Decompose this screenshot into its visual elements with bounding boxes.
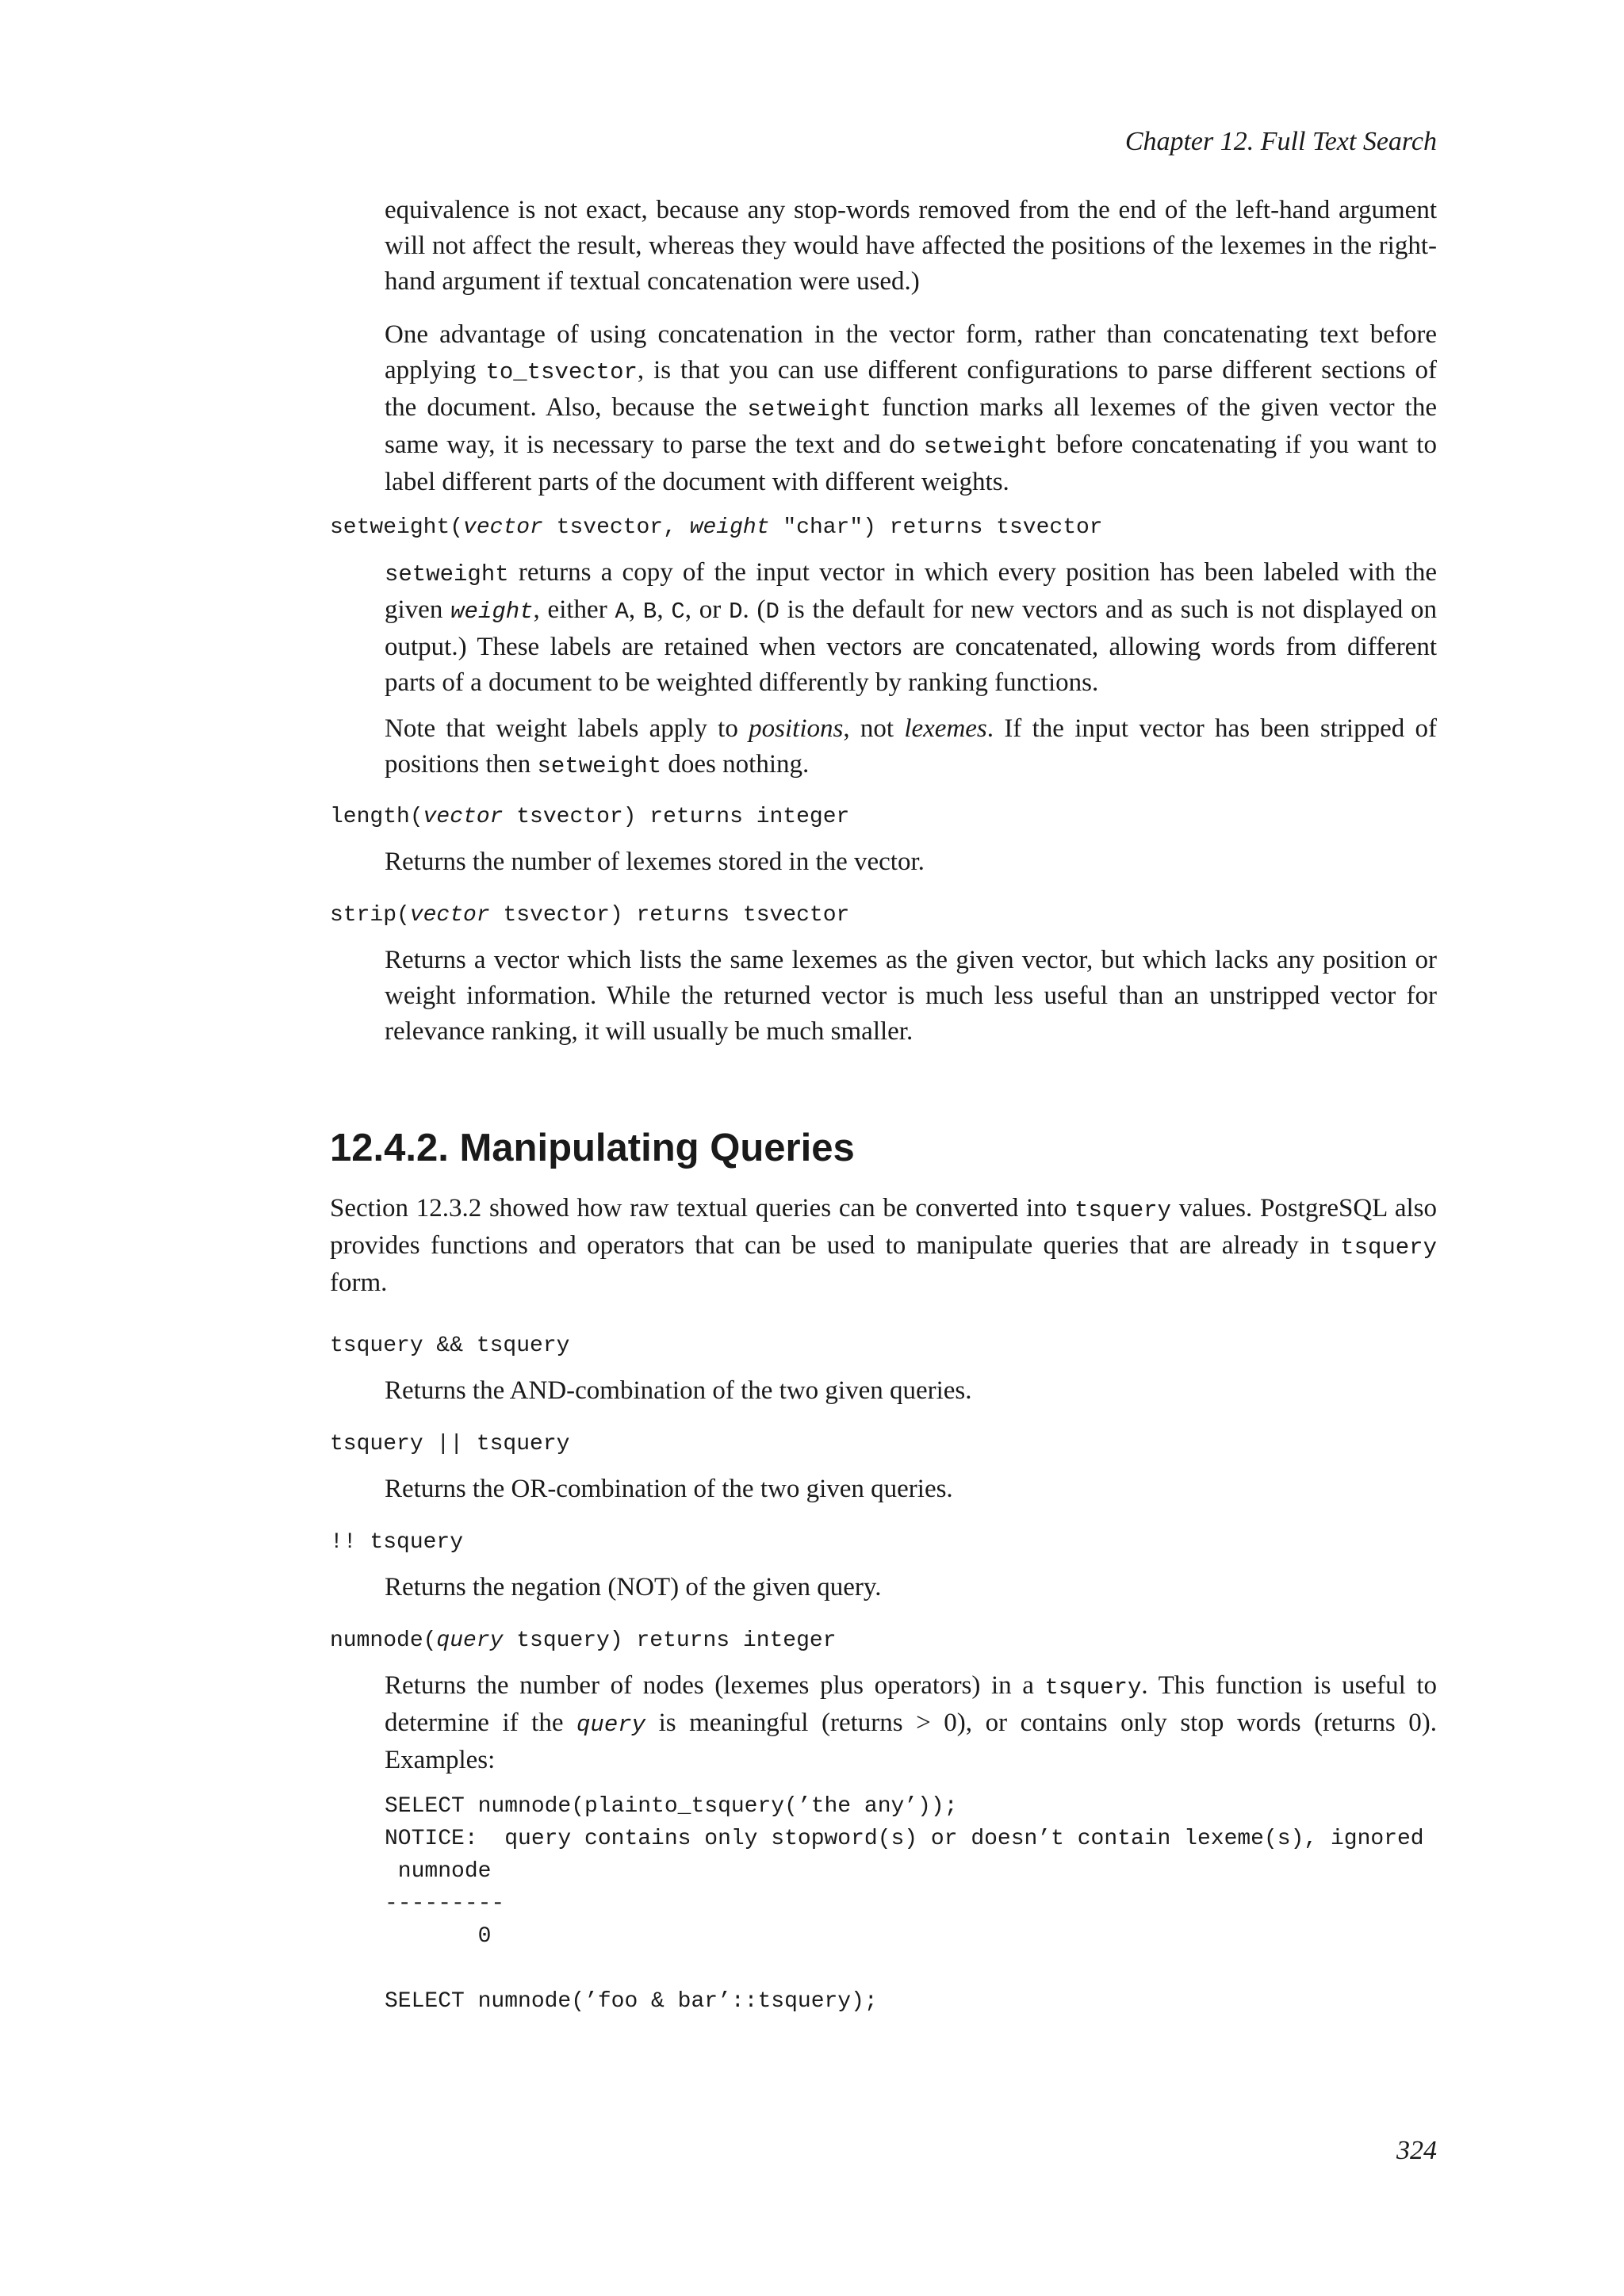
emphasis: lexemes — [904, 714, 987, 743]
signature-text: tsvector, — [542, 515, 690, 540]
text-run: , not — [843, 714, 905, 743]
code-setweight: setweight — [923, 434, 1048, 460]
code-setweight: setweight — [385, 561, 509, 587]
weight-label-c: C — [671, 599, 685, 625]
function-name: strip( — [330, 903, 410, 928]
setweight-description — [385, 555, 1437, 701]
or-operator-description: Returns the OR-combination of the two given queries. — [385, 1475, 953, 1503]
page-number: 324 — [1396, 2136, 1437, 2165]
code-to-tsvector: to_tsvector — [485, 359, 638, 385]
and-operator-signature: tsquery && tsquery — [330, 1334, 570, 1358]
text-run: , or — [684, 595, 730, 624]
text-run: Section 12.3.2 showed how raw textual queries can be converted into — [330, 1194, 1075, 1223]
text-run: One advantage of using concatenation in the vector form, rather than concatenating text before applying — [385, 320, 1437, 385]
code-tsquery: tsquery — [1074, 1197, 1171, 1223]
section-heading: 12.4.2. Manipulating Queries — [330, 1127, 855, 1169]
argument-name: vector — [423, 805, 504, 829]
setweight-note — [385, 711, 1437, 784]
text-run: function marks all lexemes of the given vector the same way, it is necessary to parse the text and do — [385, 393, 1437, 459]
code-tsquery: tsquery — [1340, 1234, 1437, 1261]
code-setweight: setweight — [537, 753, 662, 779]
weight-label-a: A — [615, 599, 629, 625]
not-operator-description: Returns the negation (NOT) of the given query. — [385, 1573, 882, 1601]
length-signature — [330, 802, 849, 833]
text-run: , — [657, 595, 672, 624]
text-run: , either — [533, 595, 615, 624]
code-tsquery: tsquery — [1044, 1674, 1142, 1701]
text-run: does nothing. — [661, 750, 810, 779]
text-run: before concatenating if you want to label different parts of the document with different weights. — [385, 430, 1437, 496]
not-operator-signature: !! tsquery — [330, 1530, 464, 1555]
numnode-description — [385, 1668, 1437, 1778]
text-run: , — [628, 595, 643, 624]
numnode-signature — [330, 1625, 837, 1657]
text-run: form. — [330, 1269, 388, 1297]
argument-name: query — [576, 1712, 646, 1738]
argument-name: weight — [689, 515, 770, 540]
argument-name: query — [436, 1628, 504, 1653]
signature-text: "char") returns tsvector — [769, 515, 1103, 540]
signature-text: tsvector) returns tsvector — [489, 903, 850, 928]
text-run: is meaningful (returns > 0), or contains only stop words (returns 0). Examples: — [385, 1709, 1437, 1774]
or-operator-signature: tsquery || tsquery — [330, 1432, 570, 1456]
text-run: . If the input vector has been stripped of positions then — [385, 714, 1438, 779]
text-run: is the default for new vectors and as such is not displayed on output.) These labels are retained when vectors are concatenated, allowing words from different parts of a document to be weighted differently by ranking functions. — [385, 595, 1438, 697]
strip-description: Returns a vector which lists the same lexemes as the given vector, but which lacks any position or weight information. While the returned vector is much less useful than an unstripped vector for relevance ranking, it will usually be much smaller. — [385, 946, 1437, 1046]
text-run: Note that weight labels apply to — [385, 714, 749, 743]
setweight-signature — [330, 512, 1103, 544]
emphasis: positions — [749, 714, 844, 743]
text-run: values. PostgreSQL also provides functions and operators that can be used to manipulate queries that are already in — [330, 1194, 1437, 1260]
and-operator-description: Returns the AND-combination of the two given queries. — [385, 1376, 972, 1405]
strip-signature — [330, 900, 849, 932]
weight-label-d: D — [729, 599, 743, 625]
weight-label-d: D — [765, 599, 779, 625]
function-name: setweight( — [330, 515, 464, 540]
argument-name: vector — [409, 903, 490, 928]
text-run: , is that you can use different configurations to parse different sections of the document. Also, because the — [385, 356, 1437, 422]
function-name: length( — [330, 805, 423, 829]
signature-text: tsquery) returns integer — [503, 1628, 837, 1653]
paragraph-concat-note: equivalence is not exact, because any stop-words removed from the end of the left-hand argument will not affect the result, whereas they would have affected the positions of the lexemes in the right-hand argument if textual concatenation were used.) — [385, 196, 1437, 296]
function-name: numnode( — [330, 1628, 437, 1653]
argument-name: weight — [450, 599, 534, 625]
text-run: returns a copy of the input vector in which every position has been labeled with the given — [385, 558, 1437, 624]
running-header: Chapter 12. Full Text Search — [1124, 127, 1437, 156]
code-example: SELECT numnode(plainto_tsquery(’the any’)); NOTICE: query contains only stopword(s) or doesn’t contain lexeme(s), ignored numnode --------- 0 SELECT numnode(’foo & bar’::tsquery); — [385, 1794, 1424, 2014]
length-description: Returns the number of lexemes stored in the vector. — [385, 848, 925, 876]
text-run: . This function is useful to determine if the — [385, 1671, 1438, 1737]
text-run: . ( — [742, 595, 766, 624]
weight-label-b: B — [642, 599, 657, 625]
paragraph-concat-advantage — [385, 317, 1437, 500]
text-run: Returns the number of nodes (lexemes plus operators) in a — [385, 1671, 1045, 1700]
argument-name: vector — [463, 515, 543, 540]
code-setweight: setweight — [747, 396, 872, 423]
section-intro — [330, 1191, 1437, 1301]
signature-text: tsvector) returns integer — [503, 805, 850, 829]
